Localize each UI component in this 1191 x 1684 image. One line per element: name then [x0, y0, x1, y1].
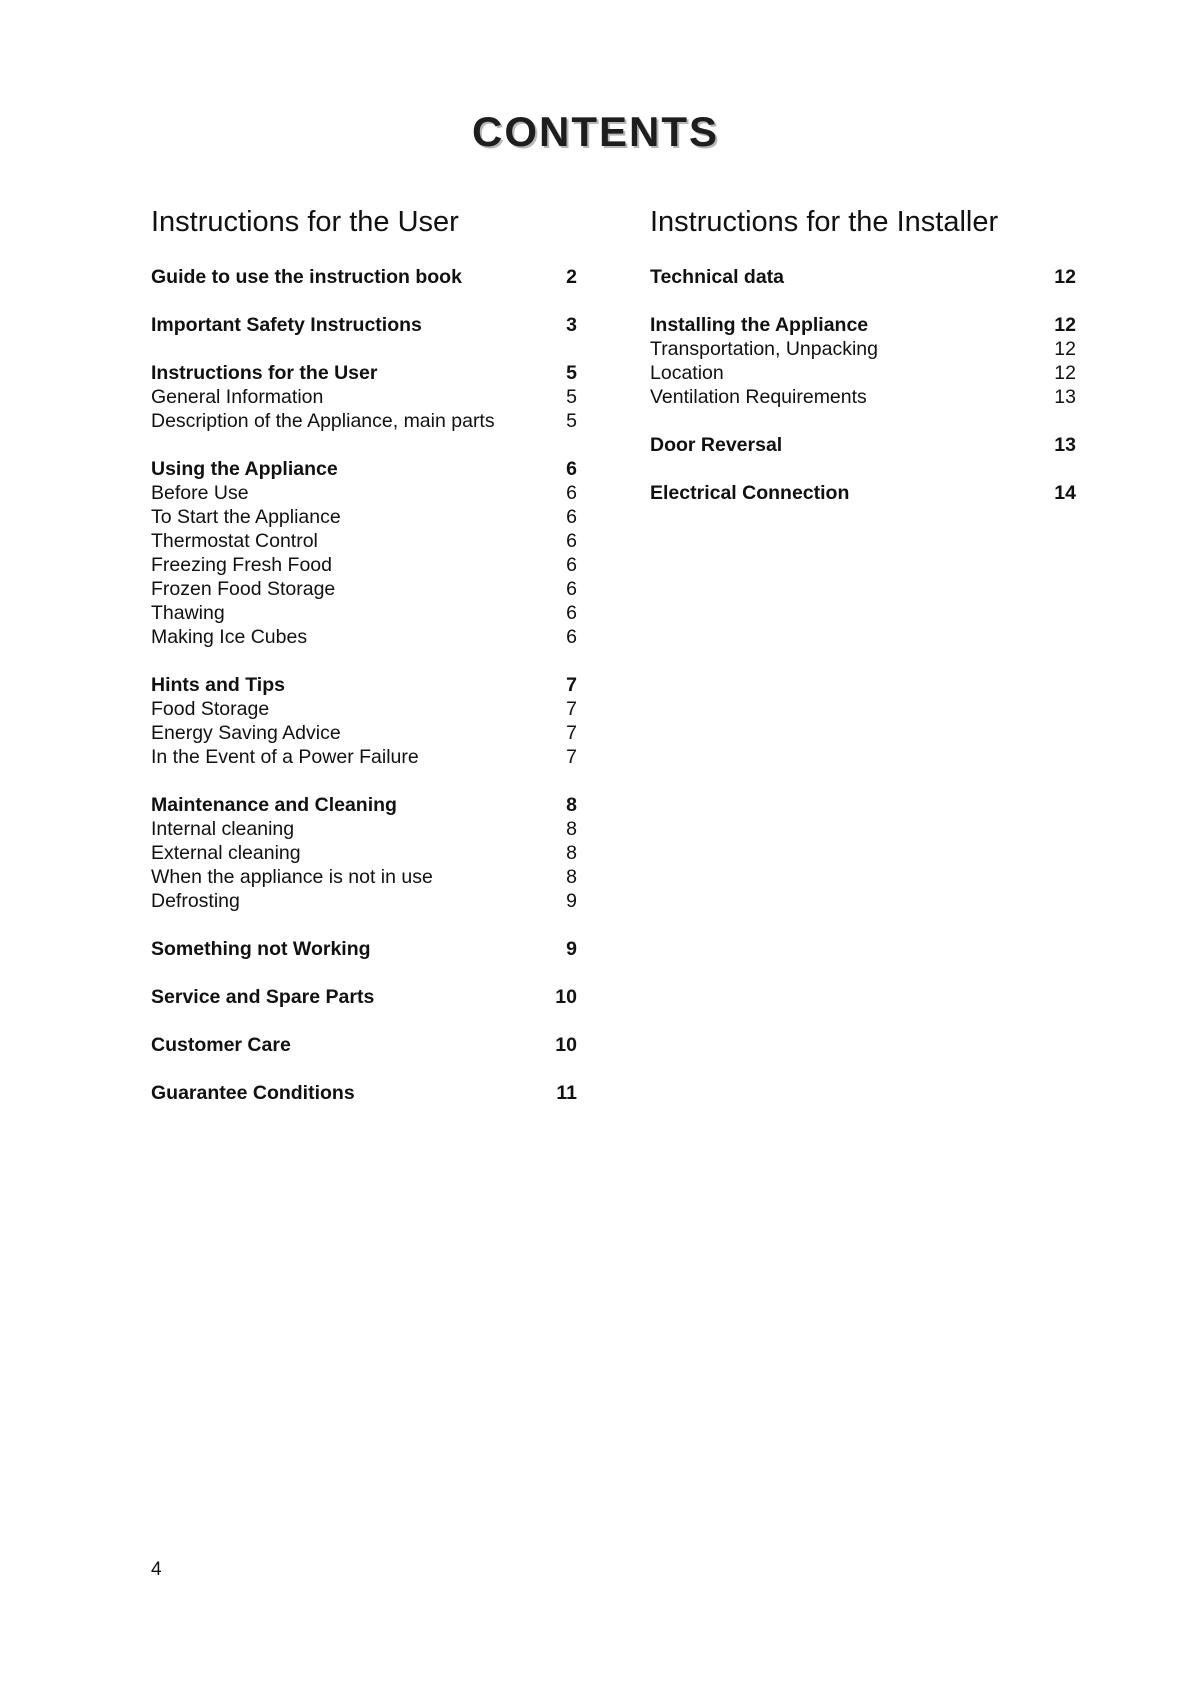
page-title: CONTENTS — [472, 108, 719, 155]
toc-section-entry[interactable] — [650, 313, 1076, 337]
toc-section-entry[interactable] — [650, 265, 1076, 289]
toc-page-number: 7 — [566, 722, 577, 744]
toc-section-title: Technical data — [650, 266, 785, 288]
toc-subentry-label: Internal cleaning — [151, 818, 295, 840]
toc-section-title: Installing the Appliance — [650, 314, 869, 336]
toc-subentry[interactable] — [151, 529, 577, 553]
toc-list — [650, 265, 1076, 505]
toc-page-number: 9 — [566, 938, 577, 960]
toc-subentry[interactable] — [650, 385, 1076, 409]
toc-subentry-label: To Start the Appliance — [151, 506, 341, 528]
page-number: 4 — [151, 1559, 162, 1580]
toc-page-number: 6 — [566, 530, 577, 552]
toc-list — [151, 265, 577, 1105]
toc-section-title: Instructions for the User — [151, 362, 378, 384]
toc-section — [650, 481, 1076, 505]
toc-subentry-label: Thermostat Control — [151, 530, 318, 552]
toc-page-number: 5 — [566, 410, 577, 432]
toc-subentry[interactable] — [151, 745, 577, 769]
toc-page-number: 8 — [566, 794, 577, 816]
toc-page-number: 13 — [1054, 386, 1076, 408]
toc-page-number: 2 — [566, 266, 577, 288]
toc-section — [151, 265, 577, 289]
toc-page-number: 13 — [1054, 434, 1076, 456]
toc-subentry-label: Thawing — [151, 602, 225, 624]
column-heading: Instructions for the Installer — [650, 206, 999, 238]
toc-page-number: 12 — [1054, 362, 1076, 384]
toc-subentry-label: Food Storage — [151, 698, 270, 720]
toc-section — [151, 313, 577, 337]
column-heading: Instructions for the User — [151, 206, 459, 238]
toc-section-entry[interactable] — [151, 313, 577, 337]
toc-page-number: 8 — [566, 866, 577, 888]
toc-subentry[interactable] — [151, 721, 577, 745]
toc-page-number: 14 — [1054, 482, 1076, 504]
toc-subentry[interactable] — [151, 889, 577, 913]
toc-subentry-label: When the appliance is not in use — [151, 866, 433, 888]
toc-subentry-label: Defrosting — [151, 890, 240, 912]
toc-page-number: 6 — [566, 602, 577, 624]
toc-section — [151, 793, 577, 913]
toc-section — [650, 433, 1076, 457]
toc-section — [151, 1033, 577, 1057]
toc-subentry[interactable] — [151, 577, 577, 601]
toc-section — [151, 457, 577, 649]
toc-section-entry[interactable] — [650, 433, 1076, 457]
toc-page-number: 7 — [566, 674, 577, 696]
toc-page-number: 6 — [566, 482, 577, 504]
toc-page-number: 12 — [1054, 314, 1076, 336]
toc-subentry-label: External cleaning — [151, 842, 301, 864]
toc-page-number: 6 — [566, 554, 577, 576]
toc-page-number: 9 — [566, 890, 577, 912]
toc-subentry-label: Location — [650, 362, 724, 384]
toc-page-number: 6 — [566, 578, 577, 600]
toc-section-title: Something not Working — [151, 938, 371, 960]
toc-section-title: Door Reversal — [650, 434, 783, 456]
toc-page-number: 12 — [1054, 338, 1076, 360]
toc-subentry[interactable] — [151, 409, 577, 433]
toc-section-entry[interactable] — [151, 265, 577, 289]
toc-subentry[interactable] — [151, 697, 577, 721]
toc-subentry-label: Energy Saving Advice — [151, 722, 341, 744]
toc-section-title: Maintenance and Cleaning — [151, 794, 397, 816]
toc-page-number: 5 — [566, 386, 577, 408]
installer-instructions-column — [650, 205, 1076, 529]
toc-subentry[interactable] — [151, 553, 577, 577]
toc-section-title: Guide to use the instruction book — [151, 266, 462, 288]
toc-subentry[interactable] — [151, 865, 577, 889]
toc-section-title: Electrical Connection — [650, 482, 850, 504]
toc-section-title: Customer Care — [151, 1034, 291, 1056]
toc-page-number: 3 — [566, 314, 577, 336]
toc-subentry-label: Freezing Fresh Food — [151, 554, 332, 576]
toc-section-entry[interactable] — [151, 985, 577, 1009]
toc-page-number: 11 — [556, 1082, 577, 1104]
toc-section-entry[interactable] — [151, 937, 577, 961]
toc-subentry[interactable] — [151, 601, 577, 625]
toc-section — [151, 361, 577, 433]
toc-subentry[interactable] — [151, 625, 577, 649]
toc-subentry[interactable] — [650, 361, 1076, 385]
toc-section-entry[interactable] — [151, 1081, 577, 1105]
toc-page-number: 6 — [566, 458, 577, 480]
toc-page-number: 12 — [1054, 266, 1076, 288]
toc-section-entry[interactable] — [650, 481, 1076, 505]
toc-section-entry[interactable] — [151, 793, 577, 817]
toc-subentry[interactable] — [151, 841, 577, 865]
toc-page-number: 6 — [566, 506, 577, 528]
toc-section-title: Service and Spare Parts — [151, 986, 375, 1008]
toc-subentry[interactable] — [650, 337, 1076, 361]
toc-section-entry[interactable] — [151, 1033, 577, 1057]
toc-page-number: 6 — [566, 626, 577, 648]
toc-subentry-label: Frozen Food Storage — [151, 578, 336, 600]
toc-page-number: 8 — [566, 818, 577, 840]
toc-subentry-label: Ventilation Requirements — [650, 386, 867, 408]
toc-section — [650, 313, 1076, 409]
toc-page-number: 10 — [555, 986, 577, 1008]
toc-section-title: Using the Appliance — [151, 458, 338, 480]
user-instructions-column — [151, 205, 577, 1129]
toc-page-number: 7 — [566, 698, 577, 720]
toc-page-number: 7 — [566, 746, 577, 768]
toc-subentry-label: Making Ice Cubes — [151, 626, 308, 648]
toc-section — [151, 937, 577, 961]
toc-section — [151, 673, 577, 769]
toc-section — [151, 985, 577, 1009]
toc-section-title: Guarantee Conditions — [151, 1082, 355, 1104]
toc-section — [151, 1081, 577, 1105]
toc-section-title: Hints and Tips — [151, 674, 285, 696]
toc-subentry-label: General Information — [151, 386, 324, 408]
toc-subentry[interactable] — [151, 505, 577, 529]
toc-section-entry[interactable] — [151, 673, 577, 697]
toc-subentry-label: Transportation, Unpacking — [650, 338, 878, 360]
toc-subentry[interactable] — [151, 385, 577, 409]
toc-subentry-label: Description of the Appliance, main parts — [151, 410, 495, 432]
toc-subentry-label: In the Event of a Power Failure — [151, 746, 419, 768]
toc-subentry-label: Before Use — [151, 482, 249, 504]
toc-section-title: Important Safety Instructions — [151, 314, 422, 336]
toc-subentry[interactable] — [151, 817, 577, 841]
toc-page-number: 5 — [566, 362, 577, 384]
toc-section-entry[interactable] — [151, 457, 577, 481]
toc-page-number: 10 — [555, 1034, 577, 1056]
toc-section-entry[interactable] — [151, 361, 577, 385]
toc-subentry[interactable] — [151, 481, 577, 505]
toc-page-number: 8 — [566, 842, 577, 864]
toc-section — [650, 265, 1076, 289]
